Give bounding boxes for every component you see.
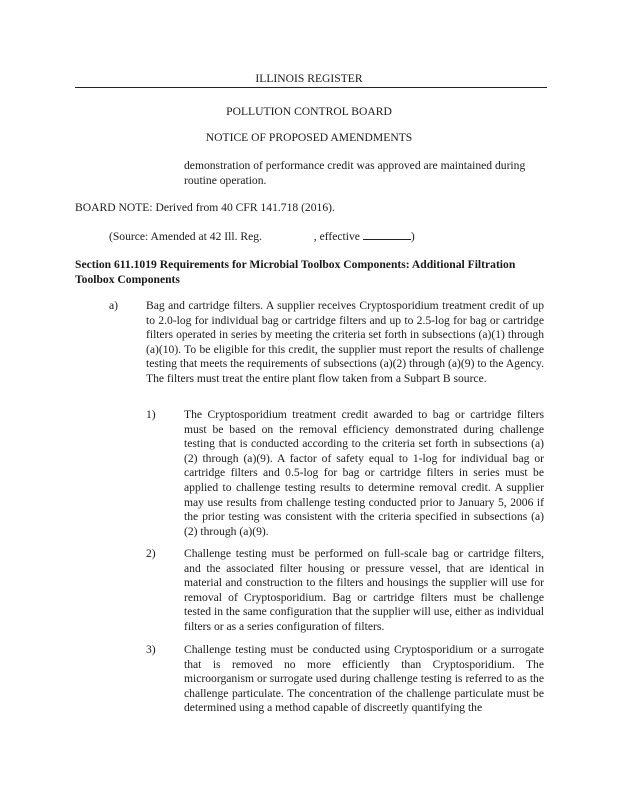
- item-text: The Cryptosporidium treatment credit awarded to bag or cartridge filters must be based on the removal efficiency demonstrated during challenge testing that is conducted according to the criteria set forth in subsections (a)(2) through (a)(9). A factor of safety equal to 1-log for individual bag or cartridge filters and 0.5-log for bag or cartridge filters in series must be applied to challenge testing results to determine removal credit. A supplier may use results from challenge testing conducted prior to January 5, 2006 if the prior testing was consistent with the criteria specified in subsections (a)(2) through (a)(9).: [184, 408, 544, 538]
- source-effective: , effective: [313, 230, 360, 243]
- section-heading: Section 611.1019 Requirements for Microbial Toolbox Components: Additional Filtration Toolbox Components: [75, 258, 516, 286]
- source-effective-blank: [363, 239, 411, 240]
- source-line: [109, 230, 415, 245]
- item-label: 2): [146, 547, 156, 560]
- subsection-text: Bag and cartridge filters. A supplier receives Cryptosporidium treatment credit of up to 2.0-log for individual bag or cartridge filters and up to 2.5-log for bag or cartridge filters operated in series by meeting the criteria set forth in subsections (a)(1) through (a)(10). To be eligible for this credit, the supplier must report the results of challenge testing that meets the requirements of subsections (a)(2) through (a)(9) to the Agency. The filters must treat the entire plant flow taken from a Subpart B source.: [146, 299, 544, 385]
- agency-title: POLLUTION CONTROL BOARD: [226, 105, 392, 118]
- subsection-label: a): [109, 299, 119, 312]
- source-close: ): [410, 230, 415, 243]
- item-label: 3): [146, 643, 156, 656]
- register-title: ILLINOIS REGISTER: [255, 72, 363, 85]
- continuation-paragraph: demonstration of performance credit was approved are maintained during routine operation.: [184, 159, 526, 187]
- item-text: Challenge testing must be conducted using Cryptosporidium or a surrogate that is removed no more efficiently than Cryptosporidium. The microorganism or surrogate used during challenge testing is referred to as the challenge particulate. The concentration of the challenge particulate must be determined using a method capable of discreetly quantifying the: [184, 643, 544, 715]
- notice-title: NOTICE OF PROPOSED AMENDMENTS: [205, 131, 413, 144]
- header-divider: [75, 87, 547, 88]
- source-reg-blank: [265, 239, 311, 240]
- item-label: 1): [146, 408, 156, 421]
- board-note: BOARD NOTE: Derived from 40 CFR 141.718 (2016).: [75, 201, 335, 214]
- source-prefix: (Source: Amended at 42 Ill. Reg.: [109, 230, 262, 243]
- item-text: Challenge testing must be performed on full-scale bag or cartridge filters, and the associated filter housing or pressure vessel, that are identical in material and construction to the filters and housings the supplier will use for removal of Cryptosporidium. Bag or cartridge filters must be challenge tested in the same configuration that the supplier will use, either as individual filters or as a series configuration of filters.: [184, 547, 544, 633]
